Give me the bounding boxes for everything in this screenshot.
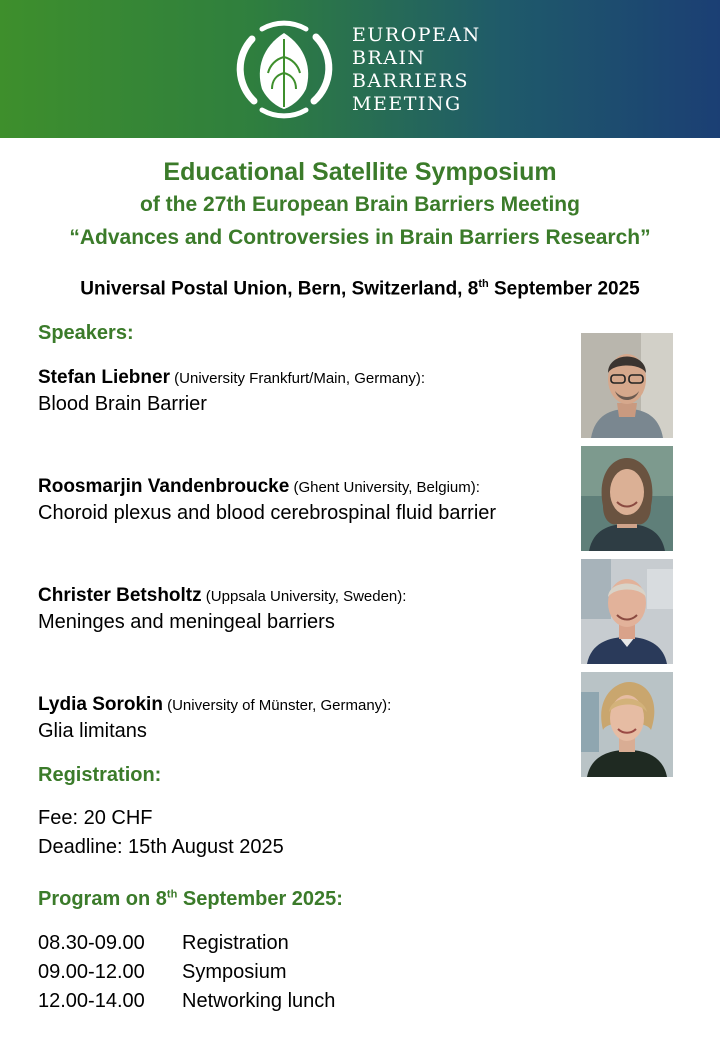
title-line-2: of the 27th European Brain Barriers Meeting [140, 193, 580, 216]
program-heading [38, 888, 343, 911]
program-row [38, 958, 335, 987]
program-list [38, 929, 335, 1016]
venue-suffix: September 2025 [488, 278, 640, 300]
logo-line-4: MEETING [352, 93, 462, 115]
program-row [38, 929, 335, 958]
registration-heading: Registration: [38, 764, 162, 786]
speaker-name: Christer Betsholtz [38, 585, 202, 606]
registration-fee: Fee: 20 CHF [38, 807, 153, 829]
speaker-topic: Glia limitans [38, 720, 147, 742]
program-heading-sup: th [166, 888, 178, 901]
page-title [0, 156, 720, 254]
speaker-name: Roosmarjin Vandenbroucke [38, 476, 290, 497]
program-row [38, 987, 335, 1016]
speaker-photo-3 [581, 559, 673, 664]
venue-sup: th [478, 278, 489, 290]
logo-line-3: BARRIERS [352, 70, 469, 92]
speaker-topic: Blood Brain Barrier [38, 393, 207, 415]
logo-wordmark [352, 24, 481, 116]
speaker-affiliation: (Uppsala University, Sweden): [201, 588, 407, 605]
program-heading-suffix: September 2025: [177, 888, 343, 910]
program-time: 08.30-09.00 [38, 932, 145, 954]
speaker-name: Lydia Sorokin [38, 694, 163, 715]
speaker-topic: Choroid plexus and blood cerebrospinal fluid barrier [38, 502, 497, 524]
registration-deadline: Deadline: 15th August 2025 [38, 836, 284, 858]
speaker-name: Stefan Liebner [38, 367, 170, 388]
program-item: Networking lunch [182, 990, 336, 1012]
title-line-1: Educational Satellite Symposium [163, 158, 557, 186]
header-banner [0, 0, 720, 138]
venue-text: Universal Postal Union, Bern, Switzerland, 8 [80, 278, 479, 300]
program-item: Symposium [182, 961, 287, 983]
registration-details [38, 804, 284, 862]
speaker-affiliation: (University Frankfurt/Main, Germany): [169, 370, 426, 387]
program-heading-text: Program on 8 [38, 888, 167, 910]
program-time: 09.00-12.00 [38, 961, 145, 983]
speaker-2 [38, 476, 583, 525]
speaker-affiliation: (University of Münster, Germany): [162, 697, 392, 714]
speakers-heading: Speakers: [38, 322, 134, 344]
speaker-affiliation: (Ghent University, Belgium): [289, 479, 480, 496]
logo-line-2: BRAIN [352, 47, 426, 69]
program-time: 12.00-14.00 [38, 990, 145, 1012]
speaker-1 [38, 367, 583, 416]
logo-line-1: EUROPEAN [352, 24, 481, 46]
speaker-3 [38, 585, 583, 634]
speaker-topic: Meninges and meningeal barriers [38, 611, 335, 633]
brain-leaf-icon [232, 17, 336, 121]
speaker-photo-1 [581, 333, 673, 438]
program-item: Registration [182, 932, 289, 954]
venue-line [0, 278, 720, 300]
speaker-photo-2 [581, 446, 673, 551]
speaker-4 [38, 694, 583, 743]
title-line-3: “Advances and Controversies in Brain Barriers Research” [69, 226, 651, 249]
speaker-photo-4 [581, 672, 673, 777]
